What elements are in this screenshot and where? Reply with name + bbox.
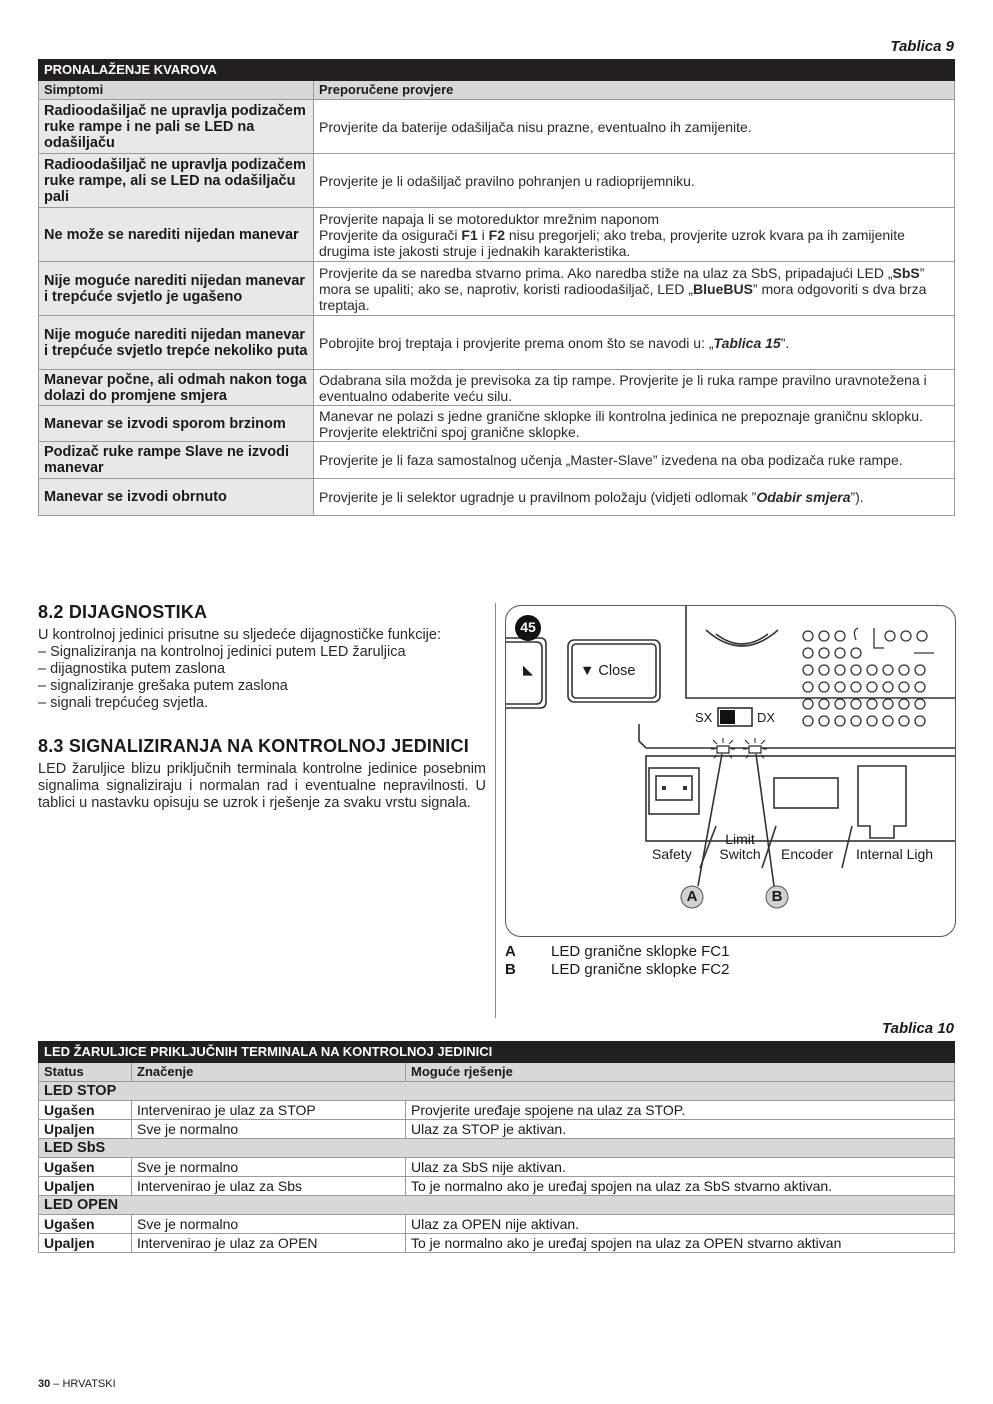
- legend-item: [505, 961, 729, 978]
- internal-light-terminal: [858, 766, 906, 838]
- terminal-label-safety: Safety: [652, 846, 692, 862]
- check-cell: [314, 208, 955, 262]
- table-row: [39, 208, 955, 262]
- list-item: – Signaliziranja na kontrolnoj jedinici putem LED žaruljica: [38, 644, 488, 661]
- section-8-2-body: [38, 627, 488, 712]
- led-sbs: SbS: [892, 264, 920, 281]
- terminal-label-encoder: Encoder: [781, 846, 834, 862]
- table10-header-solution: Moguće rješenje: [406, 1063, 955, 1082]
- symptom-cell: Radioodašiljač ne upravlja podizačem ruke rampe, ali se LED na odašiljaču pali: [39, 154, 314, 208]
- led-status-table: [38, 1041, 955, 1253]
- limit-line: Limit: [725, 831, 755, 847]
- troubleshooting-table: [38, 59, 955, 516]
- check-line: Provjerite napaja li se motoreduktor mrežnim naponom: [319, 210, 660, 227]
- table9-caption: Tablica 9: [890, 38, 954, 55]
- table-row: [39, 1120, 955, 1139]
- led-fc2: [749, 746, 761, 753]
- status-cell: Ugašen: [39, 1101, 132, 1120]
- section-8-3-text: LED žaruljice blizu priključnih terminala kontrolne jedinice posebnim signalima signaliziraju i normalan rad i eventualne nepravilnosti. U tablici u nastavku opisuju se uzrok i rješenje za svaku vrstu signala.: [38, 761, 486, 811]
- table-row: [39, 1177, 955, 1196]
- table-row: [39, 1101, 955, 1120]
- intro-text: U kontrolnoj jedinici prisutne su sljedeće dijagnostičke funkcije:: [38, 627, 441, 643]
- list-item: – dijagnostika putem zaslona: [38, 661, 488, 678]
- legend-text: LED granične sklopke FC1: [551, 943, 730, 960]
- symptom-cell: Podizač ruke rampe Slave ne izvodi manevar: [39, 442, 314, 479]
- symptom-cell: Nije moguće narediti nijedan manevar i trepćuće svjetlo je ugašeno: [39, 262, 314, 316]
- symptom-cell: Manevar počne, ali odmah nakon toga dolazi do promjene smjera: [39, 370, 314, 406]
- terminal-label-limit-switch: [712, 832, 768, 862]
- close-button-label: ▼ Close: [580, 663, 636, 679]
- check-text: i: [477, 226, 489, 243]
- status-cell: Ugašen: [39, 1215, 132, 1234]
- symptom-cell: Manevar se izvodi obrnuto: [39, 479, 314, 516]
- table-row: [39, 479, 955, 516]
- check-text: ”.: [780, 334, 790, 351]
- figure-number: 45: [520, 619, 536, 635]
- symptom-cell: Manevar se izvodi sporom brzinom: [39, 406, 314, 442]
- table-row: [39, 154, 955, 208]
- figure-45: [505, 605, 956, 937]
- symptom-cell: Ne može se narediti nijedan manevar: [39, 208, 314, 262]
- meaning-cell: Sve je normalno: [132, 1120, 406, 1139]
- status-cell: Ugašen: [39, 1158, 132, 1177]
- solution-cell: Provjerite uređaje spojene na ulaz za STOP.: [406, 1101, 955, 1120]
- meaning-cell: Sve je normalno: [132, 1215, 406, 1234]
- table9-header-symptoms: Simptomi: [39, 81, 314, 100]
- group-led-stop: LED STOP: [39, 1082, 955, 1101]
- check-text: ” mora se upaliti; ako se, naprotiv, koristi radioodašiljač, LED „: [319, 264, 925, 297]
- column-divider: [495, 603, 496, 1018]
- control-unit-illustration: [506, 606, 955, 936]
- status-cell: Upaljen: [39, 1120, 132, 1139]
- table-row: [39, 100, 955, 154]
- solution-cell: To je normalno ako je uređaj spojen na ulaz za SbS stvarno aktivan.: [406, 1177, 955, 1196]
- direction-switch-lever: [720, 710, 735, 724]
- table-row: [39, 1158, 955, 1177]
- meaning-cell: Intervenirao je ulaz za STOP: [132, 1101, 406, 1120]
- fuse-f1: F1: [461, 226, 478, 243]
- check-cell: Manevar ne polazi s jedne granične sklopke ili kontrolna jedinica ne prepoznaje graničnu sklopku. Provjerite električni spoj granične sklopke.: [314, 406, 955, 442]
- led-bluebus: BlueBUS: [693, 280, 753, 297]
- footer-language: HRVATSKI: [62, 1378, 116, 1390]
- table9-title: PRONALAŽENJE KVAROVA: [39, 60, 955, 81]
- group-led-open: LED OPEN: [39, 1196, 955, 1215]
- legend-item: [505, 943, 729, 960]
- side-arrow-icon: ◣: [523, 662, 533, 677]
- check-text: nisu pregorjeli; ako treba, provjerite uzrok kvara pa ih zamijenite drugima iste jakosti struje i jednakih karakteristika.: [319, 226, 905, 259]
- meaning-cell: Intervenirao je ulaz za Sbs: [132, 1177, 406, 1196]
- table10-header-meaning: Značenje: [132, 1063, 406, 1082]
- table-row: [39, 262, 955, 316]
- check-text: ”).: [850, 489, 864, 505]
- table-reference: Tablica 15: [713, 334, 781, 351]
- legend-key: A: [505, 943, 516, 960]
- diagnostic-list: [38, 644, 488, 712]
- check-cell: [314, 479, 955, 516]
- fuse-f2: F2: [488, 226, 505, 243]
- page-number: 30: [38, 1378, 51, 1390]
- check-text: Provjerite da se naredba stvarno prima. Ako naredba stiže na ulaz za SbS, pripadajući LED „: [319, 264, 893, 281]
- section-reference: Odabir smjera: [756, 489, 851, 505]
- footer-separator: –: [50, 1378, 63, 1390]
- solution-cell: Ulaz za OPEN nije aktivan.: [406, 1215, 955, 1234]
- check-cell: [314, 262, 955, 316]
- check-cell: Odabrana sila možda je previsoka za tip rampe. Provjerite je li ruka rampe pravilno uravnotežena i eventualno odaberite veću silu.: [314, 370, 955, 406]
- marker-b: B: [771, 888, 783, 905]
- marker-a: A: [686, 888, 698, 905]
- table-row: [39, 442, 955, 479]
- status-cell: Upaljen: [39, 1234, 132, 1253]
- check-cell: Provjerite je li odašiljač pravilno pohranjen u radioprijemniku.: [314, 154, 955, 208]
- check-cell: Provjerite da baterije odašiljača nisu prazne, eventualno ih zamijenite.: [314, 100, 955, 154]
- solution-cell: Ulaz za SbS nije aktivan.: [406, 1158, 955, 1177]
- solution-cell: To je normalno ako je uređaj spojen na ulaz za OPEN stvarno aktivan: [406, 1234, 955, 1253]
- meaning-cell: Intervenirao je ulaz za OPEN: [132, 1234, 406, 1253]
- switch-dx-label: DX: [757, 710, 776, 725]
- list-item: – signaliziranje grešaka putem zaslona: [38, 678, 488, 695]
- encoder-terminal: [774, 778, 838, 808]
- table10-caption: Tablica 10: [882, 1020, 954, 1037]
- table10-header-status: Status: [39, 1063, 132, 1082]
- check-text: Provjerite je li selektor ugradnje u pravilnom položaju (vidjeti odlomak ”: [319, 489, 757, 505]
- check-text: ” mora odgovoriti s dva brza treptaja.: [319, 280, 927, 313]
- page-footer: [38, 1378, 116, 1390]
- table-row: [39, 1215, 955, 1234]
- table-row: [39, 406, 955, 442]
- terminal-label-internal-light: Internal Ligh: [856, 846, 934, 862]
- section-heading-8-3: 8.3 SIGNALIZIRANJA NA KONTROLNOJ JEDINICI: [38, 736, 469, 756]
- status-cell: Upaljen: [39, 1177, 132, 1196]
- table-row: [39, 1234, 955, 1253]
- switch-sx-label: SX: [695, 710, 713, 725]
- check-cell: Provjerite je li faza samostalnog učenja „Master-Slave” izvedena na oba podizača ruke rampe.: [314, 442, 955, 479]
- legend-text: LED granične sklopke FC2: [551, 961, 730, 978]
- table10-title: LED ŽARULJICE PRIKLJUČNIH TERMINALA NA KONTROLNOJ JEDINICI: [39, 1042, 955, 1063]
- table-row: [39, 370, 955, 406]
- check-text: Pobrojite broj treptaja i provjerite prema onom što se navodi u: „: [319, 334, 714, 351]
- solution-cell: Ulaz za STOP je aktivan.: [406, 1120, 955, 1139]
- symptom-cell: Nije moguće narediti nijedan manevar i trepćuće svjetlo trepće nekoliko puta: [39, 316, 314, 370]
- list-item: – signali trepćućeg svjetla.: [38, 695, 488, 712]
- switch-line: Switch: [719, 846, 761, 862]
- check-cell: [314, 316, 955, 370]
- table9-header-checks: Preporučene provjere: [314, 81, 955, 100]
- symptom-cell: Radioodašiljač ne upravlja podizačem ruke rampe i ne pali se LED na odašiljaču: [39, 100, 314, 154]
- group-led-sbs: LED SbS: [39, 1139, 955, 1158]
- led-fc1: [717, 746, 729, 753]
- section-heading-8-2: 8.2 DIJAGNOSTIKA: [38, 602, 208, 622]
- check-text: Provjerite da osigurači: [319, 226, 462, 243]
- meaning-cell: Sve je normalno: [132, 1158, 406, 1177]
- table-row: [39, 316, 955, 370]
- legend-key: B: [505, 961, 516, 978]
